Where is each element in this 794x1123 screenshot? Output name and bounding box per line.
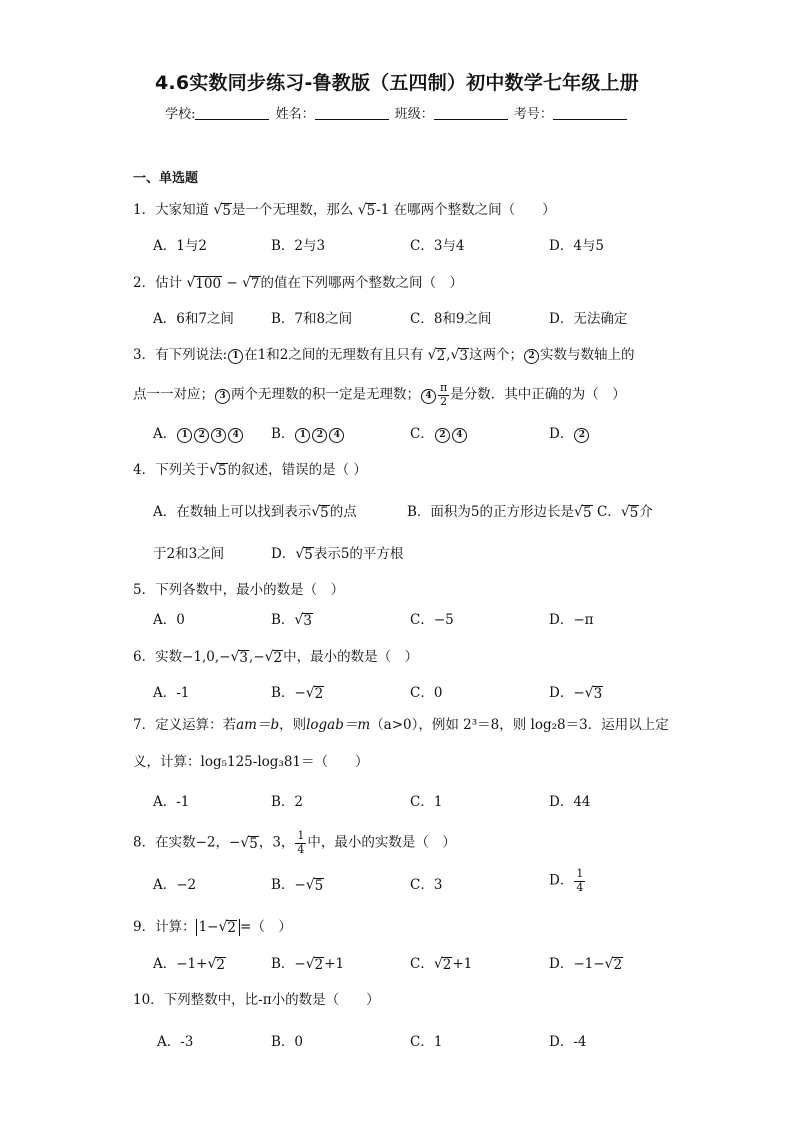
circled-3: 3 — [215, 389, 230, 404]
question-8: 8．在实数−2，− √ 5 ，3， $\frac{1}{4}$ 中，最小的实数是（ ） — [133, 829, 456, 856]
q7-option-a[interactable]: A．-1 — [153, 794, 190, 810]
circled-4: 4 — [421, 389, 436, 404]
name-blank[interactable] — [315, 107, 389, 120]
circled-2: 2 — [524, 349, 539, 364]
q3-option-c[interactable]: C． 2 4 — [410, 422, 468, 443]
q3-option-d[interactable]: D． 2 — [549, 422, 590, 443]
question-7-line-1: 7．定义运算：若am＝b，则logab＝m（a>0），例如 2³＝8，则 log₂8＝3．运用以上定 — [133, 717, 669, 733]
sqrt-7: √ 7 — [242, 275, 260, 292]
q4-option-d[interactable]: D． √ 5 表示5的平方根 — [271, 546, 404, 563]
q4-option-a[interactable]: A．在数轴上可以找到表示 √ 5 的点 — [153, 504, 357, 521]
q2-option-b[interactable]: B．7和8之间 — [271, 311, 353, 327]
school-label: 学校: — [165, 107, 196, 122]
q9-option-d[interactable]: D．−1− √ 2 — [549, 956, 623, 973]
q5-option-a[interactable]: A．0 — [153, 612, 185, 628]
absolute-value: 1− √ 2 — [196, 919, 240, 936]
section-title: 一、单选题 — [133, 171, 199, 186]
q5-option-c[interactable]: C．−5 — [410, 612, 454, 628]
q1-option-a[interactable]: A．1与2 — [153, 238, 207, 254]
q6-option-b[interactable]: B．− √ 2 — [271, 685, 324, 702]
exam-number-blank[interactable] — [553, 107, 627, 120]
page-title: 4.6实数同步练习-鲁教版（五四制）初中数学七年级上册 — [155, 72, 639, 94]
q1-option-c[interactable]: C．3与4 — [410, 238, 465, 254]
sqrt-100: √ 100 — [186, 275, 222, 292]
q9-option-b[interactable]: B．− √ 2 +1 — [271, 956, 345, 973]
q2-option-d[interactable]: D．无法确定 — [549, 311, 628, 327]
q4-option-b[interactable]: B．面积为5的正方形边长是 √ 5 — [407, 504, 592, 521]
q8-option-b[interactable]: B．− √ 5 — [271, 877, 324, 894]
circled-1: 1 — [228, 349, 243, 364]
question-3-line-1: 3．有下列说法: 1 在1和2之间的无理数有且只有 √ 2 , √ 3 这两个； 2 实数与数轴上的 — [133, 347, 635, 364]
q7-option-c[interactable]: C．1 — [410, 794, 443, 810]
q1-option-b[interactable]: B．2与3 — [271, 238, 326, 254]
q6-option-c[interactable]: C．0 — [410, 685, 443, 701]
sqrt-5: √ 5 — [357, 202, 376, 219]
q5-option-d[interactable]: D．−π — [549, 612, 594, 628]
q7-option-b[interactable]: B．2 — [271, 794, 304, 810]
q5-option-b[interactable]: B． √ 3 — [271, 612, 312, 629]
question-6: 6．实数−1,0,− √ 3 ,− √ 2 中，最小的数是（ ） — [133, 649, 419, 666]
q8-option-a[interactable]: A．−2 — [153, 877, 197, 893]
q6-option-a[interactable]: A．-1 — [153, 685, 190, 701]
q4-option-c-continued: 于2和3之间 — [153, 546, 225, 562]
q10-option-a[interactable]: A．-3 — [157, 1034, 194, 1050]
q1-option-d[interactable]: D．4与5 — [549, 238, 605, 254]
question-10: 10．下列整数中，比-π小的数是（ ） — [133, 992, 380, 1008]
student-info-line — [0, 103, 794, 122]
name-label: 姓名： — [275, 107, 315, 122]
q10-option-b[interactable]: B．0 — [271, 1034, 304, 1050]
question-9: 9．计算： 1− √ 2 =（ ） — [133, 919, 292, 936]
exam-number-label: 考号： — [513, 107, 553, 122]
q2-option-c[interactable]: C．8和9之间 — [410, 311, 492, 327]
q9-option-c[interactable]: C． √ 2 +1 — [410, 956, 473, 973]
question-2: 2．估计 √ 100 − √ 7 的值在下列哪两个整数之间（ ） — [133, 275, 464, 292]
q3-option-a[interactable]: A． 1 2 3 4 — [153, 422, 244, 443]
question-7-line-2: 义，计算：log₅125-log₃81＝（ ） — [133, 754, 369, 770]
fraction-pi-over-2: $\frac{\pi}{2}$ — [440, 381, 448, 408]
question-4: 4．下列关于 √ 5 的叙述，错误的是（ ） — [133, 462, 367, 479]
question-5: 5．下列各数中，最小的数是（ ） — [133, 582, 345, 598]
q8-option-c[interactable]: C．3 — [410, 877, 443, 893]
question-1: 1．大家知道 √ 5 是一个无理数，那么 √ 5 -1 在哪两个整数之间（ ） — [133, 202, 556, 219]
q2-option-a[interactable]: A．6和7之间 — [153, 311, 234, 327]
question-3-line-2: 点一一对应； 3 两个无理数的积一定是无理数； 4 $\frac{\pi}{2}$ 是分数．其中正确的为（ ） — [133, 381, 626, 408]
q4-option-c[interactable]: C． √ 5 介 — [597, 504, 653, 521]
q8-option-d[interactable]: D． $\frac{1}{4}$ — [549, 867, 584, 894]
school-blank[interactable] — [195, 107, 269, 120]
q10-option-d[interactable]: D．-4 — [549, 1034, 587, 1050]
q7-option-d[interactable]: D．44 — [549, 794, 591, 810]
fraction-1-over-4: $\frac{1}{4}$ — [297, 829, 305, 856]
class-blank[interactable] — [434, 107, 508, 120]
q10-option-c[interactable]: C．1 — [410, 1034, 443, 1050]
class-label: 班级： — [394, 107, 434, 122]
q6-option-d[interactable]: D．− √ 3 — [549, 685, 603, 702]
sqrt-5: √ 5 — [213, 202, 231, 219]
q9-option-a[interactable]: A．−1+ √ 2 — [153, 956, 225, 973]
q3-option-b[interactable]: B． 1 2 4 — [271, 422, 345, 443]
